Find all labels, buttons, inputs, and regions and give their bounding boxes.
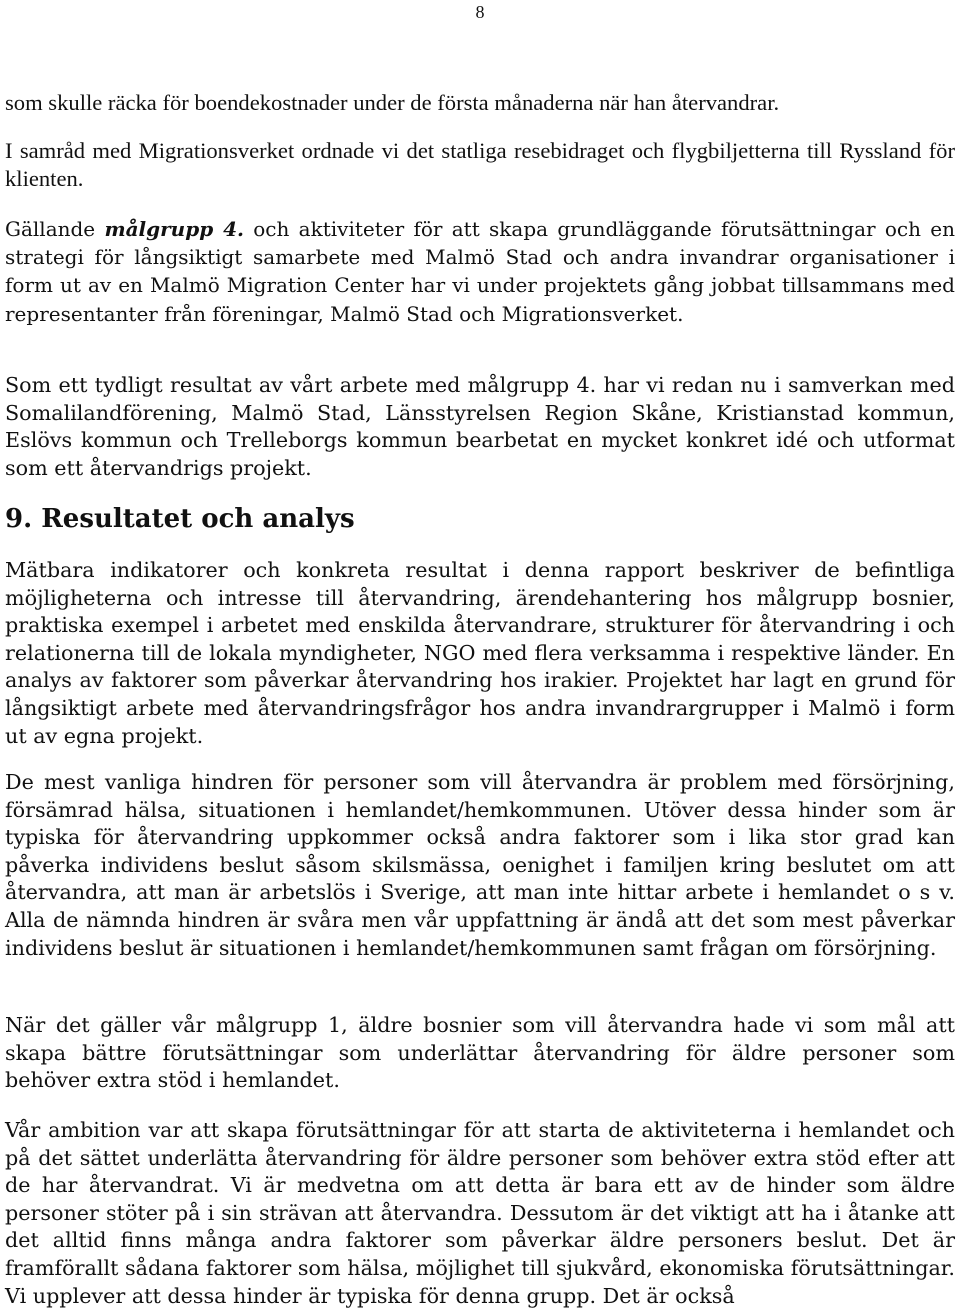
malgrupp4-prefix: Gällande — [5, 217, 96, 241]
section-heading: 9. Resultatet och analys — [5, 504, 355, 534]
body-paragraph-3: När det gäller vår målgrupp 1, äldre bosnier som vill återvandra hade vi som mål att skapa bättre förutsättningar som underlättar återvandring för äldre personer som behöver extra stöd i hemlandet. — [5, 1013, 955, 1093]
body-paragraph-4: Vår ambition var att skapa förutsättningar för att starta de aktiviteterna i hemlandet och på det sättet underlätta återvandring för äldre personer som behöver extra stöd efter att de har återvandrat. Vi är medvetna om att detta är bara ett av de hinder som äldre personer stöter på i sin strävan att återvandra. Dessutom är det viktigt att ha i åtanke att det alltid finns många andra faktorer som påverkar äldre personers beslut. Det är framförallt sådana faktorer som hälsa, möjlighet till sjukvård, ekonomiska förutsättningar. Vi upplever att dessa hinder är typiska för denna grupp. Det är också — [5, 1118, 955, 1308]
body-paragraph-2: De mest vanliga hindren för personer som vill återvandra är problem med försörjning, försämrad hälsa, situationen i hemlandet/hemkommunen. Utöver dessa hinder som är typiska för återvandring uppkommer också andra faktorer som i lika stor grad kan påverka individens beslut såsom skilsmässa, oenighet i familjen kring beslutet om att återvandra, att man är arbetslös i Sverige, att man inte hittar arbete i hemlandet o s v. Alla de nämnda hindren är svåra men vår uppfattning är ändå att det som mest påverkar individens beslut är situationen i hemlandet/hemkommunen samt frågan om försörjning. — [5, 770, 955, 960]
malgrupp4-paragraph — [5, 215, 955, 328]
body-paragraph-1: Mätbara indikatorer och konkreta resultat i denna rapport beskriver de befintliga möjligheterna och intresse till återvandring, ärendehantering hos målgrupp bosnier, praktiska exempel i arbetet med enskilda återvandrare, strukturer för återvandring i och relationerna till de lokala myndigheter, NGO med flera verksamma i respektive länder. En analys av faktorer som påverkar återvandring hos irakier. Projektet har lagt en grund för långsiktigt arbete med återvandringsfrågor hos andra invandrargrupper i Malmö i form ut av egna projekt. — [5, 558, 955, 748]
intro-paragraph: I samråd med Migrationsverket ordnade vi det statliga resebidraget och flygbiljetterna till Ryssland för klienten. — [5, 138, 955, 191]
malgrupp4-emphasis: målgrupp 4. — [104, 217, 244, 241]
page-number: 8 — [475, 2, 485, 22]
malgrupp4-text: och aktiviteter för att skapa grundläggande förutsättningar och en strategi för långsiktigt samarbete med Malmö Stad och andra invandrar organisationer i form ut av en Malmö Migration Center har vi under projektets gång jobbat tillsammans med representanter från föreningar, Malmö Stad och Migrationsverket. — [5, 217, 956, 326]
result-paragraph: Som ett tydligt resultat av vårt arbete med målgrupp 4. har vi redan nu i samverkan med Somalilandförening, Malmö Stad, Länsstyrelsen Region Skåne, Kristianstad kommun, Eslövs kommun och Trelleborgs kommun bearbetat en mycket konkret idé och utformat som ett återvandrigs projekt. — [5, 373, 955, 480]
intro-line: som skulle räcka för boendekostnader under de första månaderna när han återvandrar. — [5, 90, 780, 115]
